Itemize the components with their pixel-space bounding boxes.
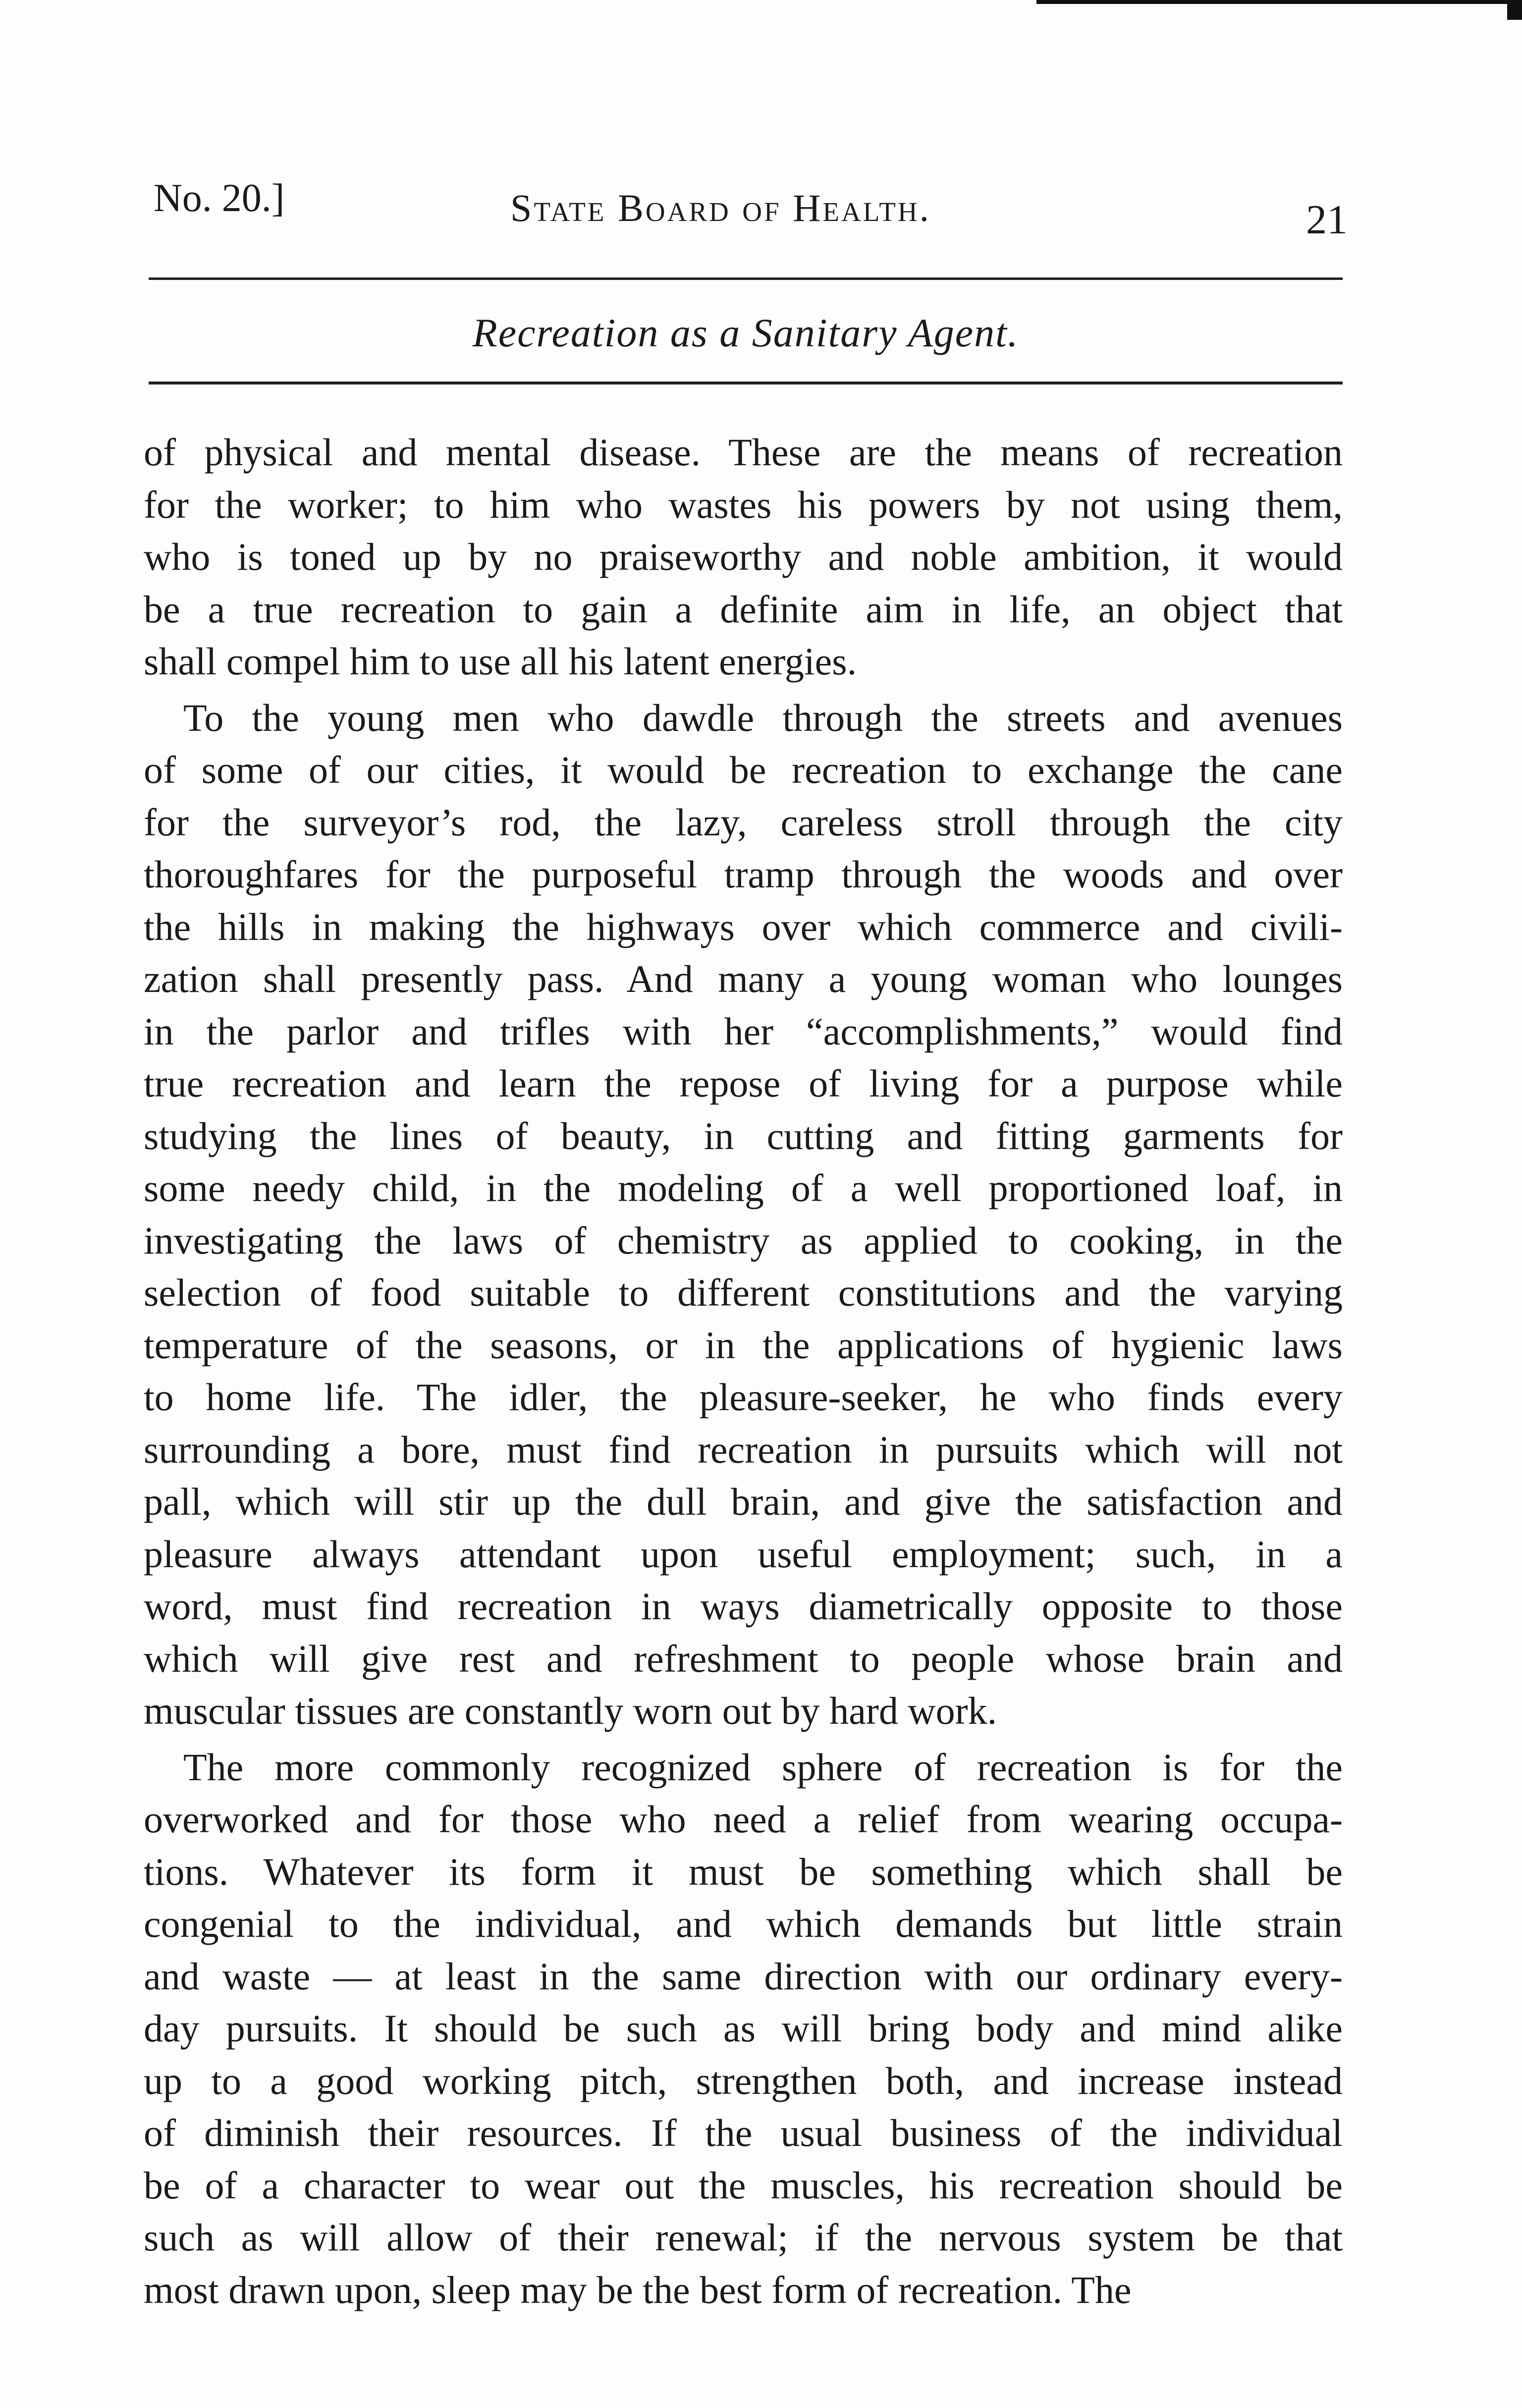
text-line: pleasure always attendant upon useful employment; such, in a xyxy=(144,1532,1343,1576)
paragraph xyxy=(144,426,1343,688)
text-line: the hills in making the highways over which commerce and civili- xyxy=(144,905,1343,948)
text-line: which will give rest and refreshment to people whose brain and xyxy=(144,1637,1343,1680)
paragraph-gap xyxy=(144,1737,1343,1741)
text-line: to home life. The idler, the pleasure-seeker, he who finds every xyxy=(144,1375,1343,1419)
text-line: To the young men who dawdle through the streets and avenues xyxy=(183,696,1343,739)
text-line: muscular tissues are constantly worn out by hard work. xyxy=(144,1689,997,1732)
text-line: overworked and for those who need a relief from wearing occupa- xyxy=(144,1798,1343,1841)
document-number: No. 20.] xyxy=(154,176,285,220)
text-line: thoroughfares for the purposeful tramp through the woods and over xyxy=(144,853,1343,896)
text-line: be a true recreation to gain a definite aim in life, an object that xyxy=(144,587,1343,631)
paragraph xyxy=(144,1741,1343,2316)
scan-edge-mark xyxy=(1036,0,1522,4)
text-line: true recreation and learn the repose of living for a purpose while xyxy=(144,1062,1343,1105)
text-line: such as will allow of their renewal; if the nervous system be that xyxy=(144,2216,1343,2259)
text-line: day pursuits. It should be such as will bring body and mind alike xyxy=(144,2007,1343,2050)
text-line: temperature of the seasons, or in the applications of hygienic laws xyxy=(144,1323,1343,1367)
text-line: investigating the laws of chemistry as applied to cooking, in the xyxy=(144,1218,1343,1262)
text-line: some needy child, in the modeling of a well proportioned loaf, in xyxy=(144,1166,1343,1209)
text-line: The more commonly recognized sphere of recreation is for the xyxy=(183,1745,1343,1789)
paragraph-gap xyxy=(144,688,1343,692)
text-line: of diminish their resources. If the usual business of the individual xyxy=(144,2111,1343,2154)
text-line: pall, which will stir up the dull brain, and give the satisfaction and xyxy=(144,1480,1343,1523)
text-line: be of a character to wear out the muscles, his recreation should be xyxy=(144,2163,1343,2207)
body-text xyxy=(144,426,1343,2316)
text-line: of some of our cities, it would be recreation to exchange the cane xyxy=(144,748,1343,791)
text-line: and waste — at least in the same direction with our ordinary every- xyxy=(144,1954,1343,1998)
header-rule-bottom xyxy=(149,382,1343,384)
text-line: who is toned up by no praiseworthy and noble ambition, it would xyxy=(144,535,1343,578)
text-line: most drawn upon, sleep may be the best form of recreation. The xyxy=(144,2268,1132,2311)
running-header xyxy=(149,176,1348,250)
header-rule-top xyxy=(149,277,1343,280)
text-line: selection of food suitable to different constitutions and the varying xyxy=(144,1271,1343,1314)
section-subheading: Recreation as a Sanitary Agent. xyxy=(472,310,1019,355)
running-title: State Board of Health. xyxy=(510,186,931,229)
text-line: surrounding a bore, must find recreation in pursuits which will not xyxy=(144,1427,1343,1471)
text-line: congenial to the individual, and which demands but little strain xyxy=(144,1902,1343,1945)
text-line: shall compel him to use all his latent energies. xyxy=(144,640,857,683)
text-line: for the surveyor’s rod, the lazy, careless stroll through the city xyxy=(144,800,1343,844)
paragraph xyxy=(144,692,1343,1737)
text-line: tions. Whatever its form it must be something which shall be xyxy=(144,1850,1343,1893)
text-line: of physical and mental disease. These are the means of recreation xyxy=(144,431,1343,474)
page-number: 21 xyxy=(1306,197,1348,243)
text-line: word, must find recreation in ways diametrically opposite to those xyxy=(144,1585,1343,1628)
text-line: zation shall presently pass. And many a young woman who lounges xyxy=(144,957,1343,1000)
text-line: in the parlor and trifles with her “accomplishments,” would find xyxy=(144,1009,1343,1053)
text-line: studying the lines of beauty, in cutting and fitting garments for xyxy=(144,1114,1343,1157)
scan-edge-corner xyxy=(1507,0,1522,20)
text-line: up to a good working pitch, strengthen both, and increase instead xyxy=(144,2059,1343,2102)
text-line: for the worker; to him who wastes his powers by not using them, xyxy=(144,483,1343,526)
